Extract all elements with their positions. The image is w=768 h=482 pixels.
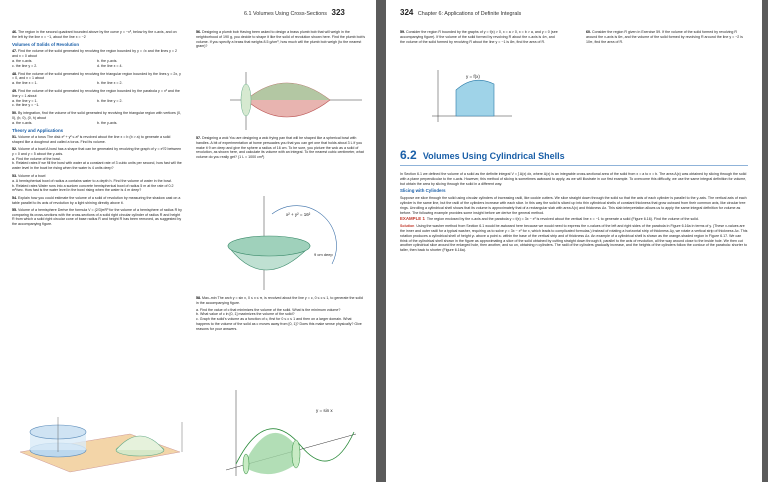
- function-label: y = f(x): [466, 74, 480, 79]
- section-title: 6.2 Volumes Using Cylindrical Shells: [400, 148, 565, 162]
- exercise-58: 58. Max–min The arch y = sin x, 0 ≤ x ≤ π, is revolved about the line y = c, 0 ≤ c ≤ 1, to generate the solid in the accompanying figure.: [196, 296, 363, 305]
- exercise-47: 47. Find the volume of the solid generated by revolving the region bounded by y = √x and the lines y = 2 and x = 0 about a. the x-axis. b. the y-axis. c. the line y = 2. d. the line x = 4.: [12, 49, 178, 68]
- example-1: EXAMPLE 1 The region enclosed by the x-axis and the parabola y = f(x) = 3x − x² is revolved about the vertical line x = −1 to generate a solid (Figure 6.16). Find the volume of the solid.: [400, 216, 699, 222]
- section-heading: Volumes of Solids of Revolution: [12, 41, 79, 47]
- intro-paragraph: In Section 6.1 we defined the volume of a solid as the definite integral V = ∫ A(x) dx, where A(x) is an integrable cross-sectional area of the solid from x = a to x = b. The area A(x) was obtained by slicing through the solid with a plane perpendicular to the x-axis. However, this method of slicing is sometimes awkward to apply, as we will illustrate in our first example. To overcome this difficulty, we use the same integral definition for volume, but obtain the area by slicing through the solid in a different way.: [400, 172, 747, 186]
- exercise-59: 59. Consider the region R bounded by the graphs of y = f(x) > 0, x = a > 0, x = b > a, and y = 0 (see accompanying figure). If the volume of the solid formed by revolving R about the x-axis is 4π, and the volume of the solid formed by revolving R about the line y = −1 is 8π, find the area of R.: [400, 30, 558, 44]
- section-heading: Theory and Applications: [12, 127, 64, 133]
- section-divider: [400, 165, 748, 166]
- exercise-57-block: [196, 136, 366, 162]
- solution-paragraph: Solution Using the washer method from Section 6.1 would be awkward here because we would need to express the x-values of the left and right sides of the parabola in Figure 6.16a in terms of y. (These x-values are the inner and outer radii for a typical washer, requiring us to solve y = 3x − x² for x, which leads to complicated formulas.) Instead of rotating a horizontal strip of thickness Δy, we rotate a vertical strip of thickness Δx. This rotation produces a cylindrical shell of height yₖ above a point xₖ within the base of the vertical strip and of thickness Δx. An example of a cylindrical shell is shown as the orange-shaded region in Figure 6.17. We can think of the cylindrical shell shown in the figure as approximating a slice of the solid obtained by cutting straight down through it, parallel to the axis of revolution, all the way around close to the inside hole. We then cut another cylindrical slice around the enlarged hole, then another, and so on, obtaining n cylinders. The radii of the cylinders gradually increase, and the heights of the cylinders follow the contour of the parabola: shorter to taller, then back to shorter (Figure 6.16a).: [400, 224, 748, 253]
- exercise-56: 56. Designing a plumb bob Having been asked to design a brass plumb bob that will weigh in the neighborhood of 190 g, you decide to shape it like the solid of revolution shown here. Find the plumb bob's volume. If you specify a brass that weighs 8.5 g/cm³, how much will the plumb bob weigh (to the nearest gram)?: [196, 30, 366, 49]
- right-page: [386, 0, 762, 482]
- sine-label: y = sin x: [316, 408, 333, 413]
- exercise-51: 51. Volume of a torus The disk x² + y² ≤ a² is revolved about the line x = b (b > a) to generate a solid shaped like a doughnut and called a torus. Find its volume.: [12, 135, 171, 145]
- exercise-50: 50. By integration, find the volume of the solid generated by revolving the triangular region with vertices (0, 0), (b, 0), (0, h) about a. the x-axis. b. the y-axis.: [12, 111, 182, 125]
- exercise-60-block: [586, 30, 748, 46]
- wok-equation-label: x² + y² = 16²: [286, 212, 311, 217]
- exercise-57: 57. Designing a wok You are designing a wok frying pan that will be shaped like a spherical bowl with handles. A bit of experimentation at home persuades you that you can get one that holds about 3 L if you make it 9 cm deep and give the sphere a radius of 16 cm. To be sure, you picture the wok as a solid of revolution, as shown here, and calculate its volume with an integral. To the nearest cubic centimeter, what volume do you really get? (1 L = 1000 cm³): [196, 136, 364, 160]
- exercise-58-block: 58. Max–min The arch y = sin x, 0 ≤ x ≤ π, is revolved about the line y = c, 0 ≤ c ≤ 1, to generate the solid in the accompanying figure. a. Find the value of c that minimizes the volume of the solid. What is the minimum volume? b. What value of c in [0, 1] maximizes the volume of the solid? c. Graph the solid's volume as a function of c, first for 0 ≤ c ≤ 1 and then on a larger domain. What happens to the volume of the solid as c moves away from [0, 1]? Does this make sense physically? Give reasons for your answers.: [196, 296, 366, 332]
- slicing-paragraph: Suppose we slice through the solid using circular cylinders of increasing radii, like cookie cutters. We slice straight down through the solid so that the axis of each cylinder is parallel to the y-axis. The vertical axis of each cylinder is the same line, but the radii of the cylinders increase with each slice. In this way the solid is sliced up into thin cylindrical shells of constant thickness that grow outward from their common axis, like circular tree rings. Unrolling a cylindrical shell shows that its volume is approximately that of a rectangular slab with area A(x) and thickness Δx. This slab interpretation allows us to apply the same integral definition for volume as before. The following example provides some insight before we derive the general method.: [400, 196, 747, 215]
- left-page: [0, 0, 376, 482]
- exercise-59-block: [400, 30, 560, 46]
- wok-depth-label: 9 cm deep: [314, 252, 333, 257]
- exercise-53: 53. Volume of a bowl a. A hemispherical bowl of radius a contains water to a depth h. Find the volume of water in the bowl. b. Related rates Water runs into a sunken concrete hemispherical bowl of radius 5 m at the rate of 0.2 m³/sec. How fast is the water level in the bowl rising when the water is 4 m deep?: [12, 173, 174, 193]
- section-body: [400, 172, 748, 255]
- exercise-60: 60. Consider the region R given in Exercise 59. If the volume of the solid formed by revolving R around the x-axis is 6π, and the volume of the solid formed by revolving R around the line y = −2 is 10π, find the area of R.: [586, 30, 743, 44]
- exercise-48: 48. Find the volume of the solid generated by revolving the triangular region bounded by the lines y = 2x, y = 0, and x = 1 about a. the line x = 1. b. the line x = 2.: [12, 71, 181, 86]
- exercise-55: 55. Volume of a hemisphere Derive the formula V = (2/3)πR³ for the volume of a hemisphere of radius R by comparing its cross-sections with the cross-sections of a solid right circular cylinder of radius R and height R from which a solid right circular cone of base radius R and height R has been removed, as suggested by the accompanying figure.: [12, 207, 182, 227]
- exercise-column-2: [196, 30, 366, 51]
- page-number: 323: [331, 8, 345, 17]
- running-header: 6.1 Volumes Using Cross-Sections 323: [244, 8, 345, 17]
- page-number: 324: [400, 8, 414, 17]
- exercise-46: 46. The region in the second quadrant bounded above by the curve y = −x³, below by the x-axis, and on the left by the line x = −1, about the line x = −2: [12, 30, 177, 39]
- exercise-52: 52. Volume of a bowl A bowl has a shape that can be generated by revolving the graph of y = x²/2 between y = 0 and y = 5 about the y-axis. a. Find the volume of the bowl. b. Related rates If we fill the bowl with water at a constant rate of 3 cubic units per second, how fast will the water level in the bowl be rising when the water is 4 units deep?: [12, 146, 182, 171]
- subsection-heading: Slicing with Cylinders: [400, 188, 446, 194]
- region-r-figure: [426, 66, 516, 124]
- wok-figure: [214, 194, 364, 292]
- sine-solid-figure: [206, 384, 366, 480]
- exercise-49: 49. Find the volume of the solid generated by revolving the region bounded by the parabola y = x² and the line y = 1 about a. the line y = 1. b. the line y = 2. c. the line y = −1.: [12, 88, 180, 108]
- exercise-54: 54. Explain how you could estimate the volume of a solid of revolution by measuring the shadow cast on a table parallel to its axis of revolution by a light shining directly above it.: [12, 196, 181, 205]
- exercise-column-1: [12, 30, 182, 229]
- running-header: 324 Chapter 6: Applications of Definite Integrals: [400, 8, 522, 17]
- plumb-bob-figure: [226, 70, 366, 132]
- hemisphere-figure: [10, 412, 188, 478]
